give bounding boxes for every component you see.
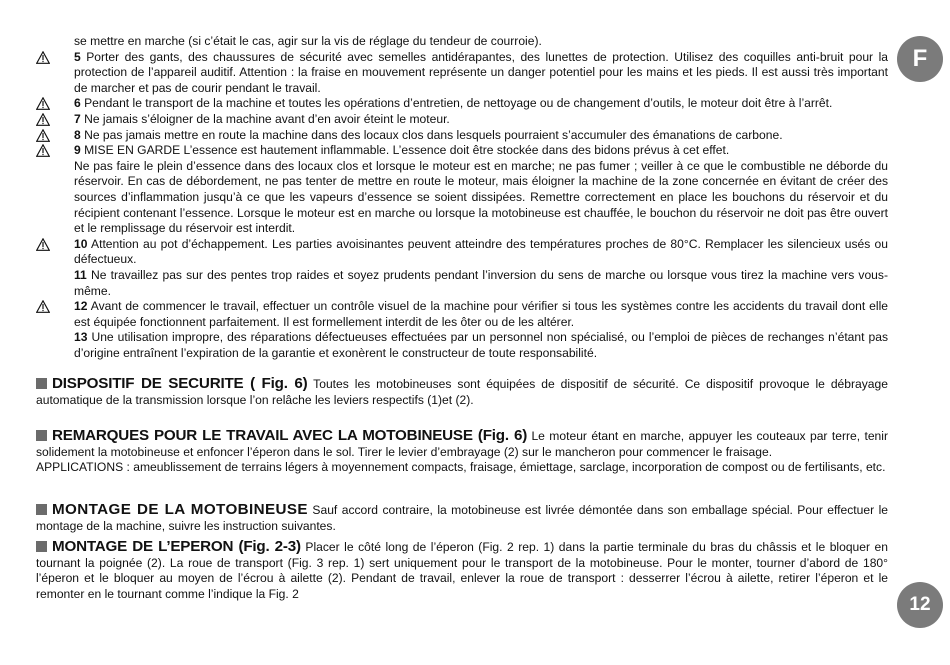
- item-text: Avant de commencer le travail, effectuer un contrôle visuel de la machine pour vérifier si tous les systèmes contre les accidents du travail dont elle est équipée fonctionnent parfaitement. Il est formellement interdit de les ôter ou de les altérer.: [74, 299, 888, 329]
- section-body: Sauf accord contraire, la motobineuse est livrée démontée dans son emballage spécial. Pour effectuer le montage de la machine, suivre les instruction suivantes.: [36, 502, 888, 533]
- section-title: REMARQUES POUR LE TRAVAIL AVEC LA MOTOBINEUSE (Fig. 6): [52, 427, 528, 445]
- section-body: Le moteur étant en marche, appuyer les couteaux par terre, tenir solidement la motobineuse et enfoncer l’éperon dans le sol. Tirer le levier d’embrayage (2) sur le mancheron pour commencer le fraisage.: [36, 429, 889, 459]
- warning-triangle-icon: [36, 238, 50, 251]
- item-number: 5: [74, 49, 81, 64]
- safety-item: [36, 112, 888, 128]
- bullet-square-icon: [36, 541, 47, 552]
- warning-triangle-icon: [36, 51, 50, 64]
- item-text: Ne jamais s’éloigner de la machine avant d’en avoir éteint le moteur.: [80, 111, 450, 126]
- section-montage-eperon: [36, 539, 888, 602]
- item-text: Ne travaillez pas sur des pentes trop raides et soyez prudents pendant l’inversion du sens de marche ou lorsque vous tirez la machine vers vous-même.: [74, 267, 888, 298]
- safety-item: [36, 268, 888, 299]
- item-text: Ne pas jamais mettre en route la machine dans des locaux clos dans lesquels pourraient s’accumuler des émanations de carbone.: [80, 127, 783, 142]
- warning-triangle-icon: [36, 144, 50, 157]
- warning-triangle-icon: [36, 300, 50, 313]
- bullet-square-icon: [36, 378, 47, 389]
- item-text: se mettre en marche (si c’était le cas, agir sur la vis de réglage du tendeur de courroie).: [74, 34, 542, 48]
- safety-item: [36, 96, 888, 112]
- section-applications: APPLICATIONS : ameublissement de terrains légers à moyennement compacts, fraisage, émiettage, sarclage, incorporation de compost ou de fertilisants, etc.: [36, 460, 886, 475]
- warning-triangle-icon: [36, 113, 50, 126]
- item-number: 11: [74, 267, 87, 282]
- bullet-square-icon: [36, 504, 47, 515]
- section-remarques: [36, 428, 888, 476]
- section-body: Toutes les motobineuses sont équipées de dispositif de sécurité. Ce dispositif provoque le débrayage automatique de la transmission lorsque l’on relâche les leviers respectifs (1)et (2).: [36, 377, 888, 407]
- safety-item: [36, 159, 888, 237]
- section-dispositif-securite: [36, 376, 888, 408]
- section-title: DISPOSITIF DE SECURITE ( Fig. 6): [52, 375, 308, 392]
- safety-item: [36, 34, 888, 50]
- section-title: MONTAGE DE LA MOTOBINEUSE: [52, 500, 308, 518]
- item-text: MISE EN GARDE L’essence est hautement inflammable. L’essence doit être stockée dans des bidons prévus à cet effet.: [80, 143, 730, 158]
- item-number: 6: [74, 96, 81, 111]
- item-text: Une utilisation impropre, des réparations défectueuses effectuées par un personnel non spécialisé, ou l’emploi de pièces de rechanges n’étant pas d’origine entraînent l’expiration de la garantie et exonèrent le constructeur de toute responsabilité.: [74, 330, 888, 360]
- item-number: 13: [74, 330, 88, 345]
- safety-item: [36, 128, 888, 144]
- warning-triangle-icon: [36, 129, 50, 142]
- safety-item: [36, 237, 888, 268]
- item-text: Pendant le transport de la machine et toutes les opérations d’entretien, de nettoyage ou de changement d’outils, le moteur doit être à l’arrêt.: [80, 96, 833, 111]
- item-text: Attention au pot d’échappement. Les parties avoisinantes peuvent atteindre des températures proches de 80°C. Remplacer les silencieux usés ou défectueux.: [74, 236, 888, 267]
- safety-item: [36, 299, 888, 330]
- sections: [36, 376, 888, 603]
- item-number: 7: [74, 111, 81, 126]
- warning-triangle-icon: [36, 97, 50, 110]
- item-text: Ne pas faire le plein d’essence dans des locaux clos et lorsque le moteur est en marche; ne pas fumer ; veiller à ce que le combustible ne déborde du réservoir. En cas de débordement, ne pas tenter de mettre en route le moteur, mais éloigner la machine de la zone concernée en évitant de créer des sources d’inflammation jusqu’à ce que les vapeurs d’essence se soient dissipées. Remettre correctement en place les bouchons du réservoir et du récipient contenant l’essence. Lorsque le moteur est en marche ou lorsque la motobineuse est chauffée, le bouchon du réservoir ne doit pas être ouvert et le remplissage du réservoir est interdit.: [74, 158, 888, 236]
- section-title: MONTAGE DE L’EPERON (Fig. 2-3): [52, 538, 301, 556]
- safety-item: [36, 330, 888, 361]
- item-number: 12: [74, 299, 88, 314]
- safety-item: [36, 50, 888, 97]
- safety-instructions: [36, 34, 888, 361]
- item-number: 10: [74, 236, 88, 251]
- item-number: 9: [74, 143, 81, 158]
- bullet-square-icon: [36, 430, 47, 441]
- safety-item: [36, 143, 888, 159]
- language-tab-badge: F: [897, 36, 943, 82]
- section-body: Placer le côté long de l’éperon (Fig. 2 rep. 1) dans la partie terminale du bras du châssis et le bloquer en tournant la poignée (2). La roue de transport (Fig. 3 rep. 1) sert uniquement pour le transport de la motobineuse. Pour le monter, tourner d’abord de 180° l’éperon et le bloquer au moyen de l’écrou à ailette (2). Pendant de travail, enlever la roue de transport : desserrer l’écrou à ailette, retirer l’éperon et le remonter en le tournant comme l’indique la Fig. 2: [36, 540, 888, 601]
- item-number: 8: [74, 127, 81, 142]
- page-number-badge: 12: [897, 582, 943, 628]
- section-montage-motobineuse: [36, 502, 888, 534]
- item-text: Porter des gants, des chaussures de sécurité avec semelles antidérapantes, des lunettes de protection. Utilisez des coquilles anti-bruit pour la protection de l’appareil auditif. Attention : la fraise en mouvement représente un danger potentiel pour les mains et les pieds. Il est aussi très important de marcher et pas de courir pendant le travail.: [74, 49, 888, 95]
